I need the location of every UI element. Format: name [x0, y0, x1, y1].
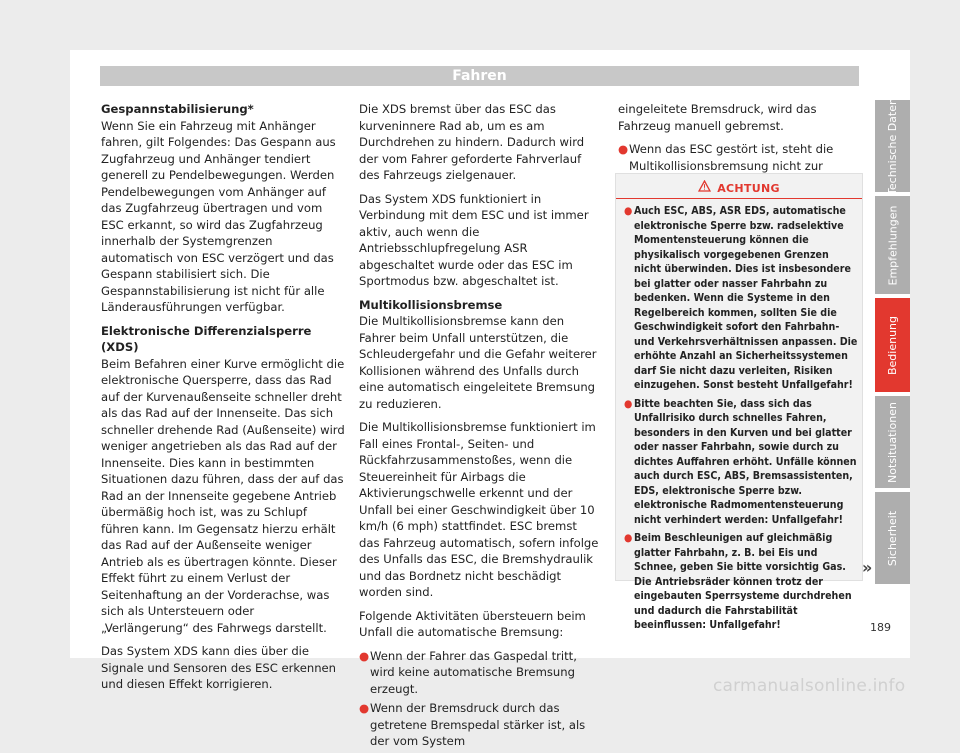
list-item	[359, 648, 600, 698]
warning-item-text: Beim Beschleunigen auf gleichmäßig glatter Fahrbahn, z. B. bei Eis und Schnee, geben Sie bitte vorsichtig Gas. Die Antriebsräder können trotz der eingebauten Sperrsysteme durchdrehen und dadurch die Fahrstabilität beeinflussen: Unfallgefahr!	[634, 532, 852, 631]
warning-item-text: Bitte beachten Sie, dass sich das Unfallrisiko durch schnelles Fahren, besonders in den Kurven und bei glatter oder nasser Fahrbahn, sowie durch zu dichtes Auffahren erhöht. Unfälle können auch durch ESC, ABS, Bremsassistenten, EDS, elektronische Sperre bzw. elektronische Radmomentensteuerung nicht verhindert werden: Unfallgefahr!	[634, 397, 857, 526]
list-item-text: Wenn der Fahrer das Gaspedal tritt, wird keine automatische Bremsung erzeugt.	[370, 648, 577, 696]
paragraph: Die Multikollisionsbremse funktioniert im Fall eines Frontal-, Seiten- und Rückfahrzusammenstoßes, wenn die Steuereinheit für Airbags die Aktivierungschwelle erkennt und der Unfall bei einer Geschwindigkeit über 10 km/h (6 mph) stattfindet. ESC bremst das Fahrzeug automatisch, sofern infolge des Unfalls das ESC, die Bremshydraulik und das Bordnetz nicht beschädigt worden sind.	[359, 420, 599, 599]
heading-gespannstabilisierung: Gespannstabilisierung*	[101, 102, 254, 116]
tab-bedienung[interactable]	[875, 298, 910, 392]
tab-label: Bedienung	[886, 315, 899, 375]
bullet-icon: ●	[618, 142, 629, 156]
tab-label: Sicherheit	[886, 510, 900, 566]
paragraph: eingeleitete Bremsdruck, wird das Fahrzeug manuell gebremst.	[618, 102, 817, 133]
paragraph: Wenn Sie ein Fahrzeug mit Anhänger fahren, gilt Folgendes: Das Gespann aus Zugfahrzeug und Anhänger tendiert generell zu Pendelbewegungen. Werden Pendelbewegungen vom Anhänger auf das Zugfahrzeug übertragen und vom ESC erkannt, so wird das Zugfahrzeug innerhalb der Systemgrenzen automatisch von ESC verzögert und das Gespann stabilisiert sich. Die Gespannstabilisierung ist nicht für alle Länderausführungen verfügbar.	[101, 118, 336, 314]
tab-label: Notsituationen	[886, 401, 899, 483]
bullet-icon: ●	[359, 648, 370, 663]
paragraph: Die XDS bremst über das ESC das kurveninnere Rad ab, um es am Durchdrehen zu hindern. Dadurch wird der vom Fahrer geforderte Fahrverlauf des Fahrzeugs zielgenauer.	[359, 102, 585, 182]
page-number: 189	[870, 621, 891, 634]
warning-title: ACHTUNG	[717, 182, 780, 195]
heading-xds: Elektronische Differenzialsperre (XDS)	[101, 323, 312, 354]
warning-box	[615, 173, 863, 631]
warning-header	[616, 180, 862, 195]
column-middle	[359, 101, 600, 753]
list-item-text: Wenn der Bremsdruck durch das getretene Bremspedal stärker ist, als der vom System	[370, 701, 586, 748]
tab-technische-daten[interactable]	[875, 97, 910, 195]
warning-item	[624, 531, 858, 633]
paragraph: Das System XDS funktioniert in Verbindung mit dem ESC und ist immer aktiv, auch wenn die Antriebsschlupfregelung ASR abgeschaltet wurde oder das ESC im Sportmodus bzw. abgeschaltet ist.	[359, 191, 589, 288]
paragraph: Beim Befahren einer Kurve ermöglicht die elektronische Quersperre, dass das Rad auf der Kurvenaußenseite schneller dreht als das Rad auf der Innenseite. Das sich schneller drehende Rad (Außenseite) wird weniger angetrieben als das Rad auf der Innenseite. Dies kann in bestimmten Situationen dazu führen, dass der auf das Rad an der Innenseite gegebene Antrieb übermäßig hoch ist, was zu Schlupf führen kann. Im Gegensatz hierzu erhält das Rad auf der Außenseite weniger Antrieb als es übertragen könnte. Dieser Effekt führt zu einem Verlust der Seitenhaftung an der Vorderachse, was sich als Untersteuern oder „Verlängerung“ des Fahrwegs darstellt.	[101, 356, 345, 635]
paragraph: Die Multikollisionsbremse kann den Fahrer beim Unfall unterstützen, die Schleudergefahr und die Gefahr weiterer Kollisionen während des Unfalls durch eine automatisch eingeleitete Bremsung zu reduzieren.	[359, 314, 597, 411]
continue-arrow-icon: »	[862, 558, 873, 577]
paragraph: Folgende Aktivitäten übersteuern beim Unfall die automatische Bremsung:	[359, 608, 586, 639]
bullet-icon: ●	[624, 205, 633, 217]
warning-item	[624, 397, 858, 528]
heading-multikollisionsbremse: Multikollisionsbremse	[359, 297, 503, 312]
warning-body	[624, 204, 858, 637]
warning-triangle-icon	[698, 180, 711, 195]
tab-label: Empfehlungen	[886, 205, 900, 285]
column-left	[101, 101, 345, 700]
list-item	[359, 700, 600, 750]
warning-divider	[616, 198, 862, 199]
warning-item-text: Auch ESC, ABS, ASR EDS, automatische elektronische Sperre bzw. radselektive Momentensteuerung können die physikalisch vorgegebenen Grenzen nicht überwinden. Dies ist insbesondere bei glatter oder nasser Fahrbahn zu bedenken. Wenn die Systeme in den Regelbereich kommen, sollten Sie die Geschwindigkeit sofort den Fahrbahn- und Verkehrsverhältnissen anpassen. Die erhöhte Anzahl an Sicherheitssystemen darf Sie nicht dazu verleiten, Risiken einzugehen. Sonst besteht Unfallgefahr!	[634, 205, 858, 391]
section-header: Fahren	[100, 66, 859, 86]
bullet-icon: ●	[624, 397, 633, 410]
bullet-icon: ●	[624, 532, 633, 544]
tab-empfehlungen[interactable]	[875, 196, 910, 294]
tab-notsituationen[interactable]	[875, 396, 910, 488]
tab-label: Technische Daten	[886, 97, 900, 195]
paragraph: Das System XDS kann dies über die Signale und Sensoren des ESC erkennen und diesen Effekt korrigieren.	[101, 644, 337, 691]
tab-sicherheit[interactable]	[875, 492, 910, 584]
watermark: carmanualsonline.info	[713, 676, 906, 696]
warning-item	[624, 204, 858, 393]
list-item-text: Wenn das ESC gestört ist, steht die Multikollisionsbremsung nicht zur	[629, 142, 834, 173]
bullet-icon: ●	[359, 701, 370, 715]
